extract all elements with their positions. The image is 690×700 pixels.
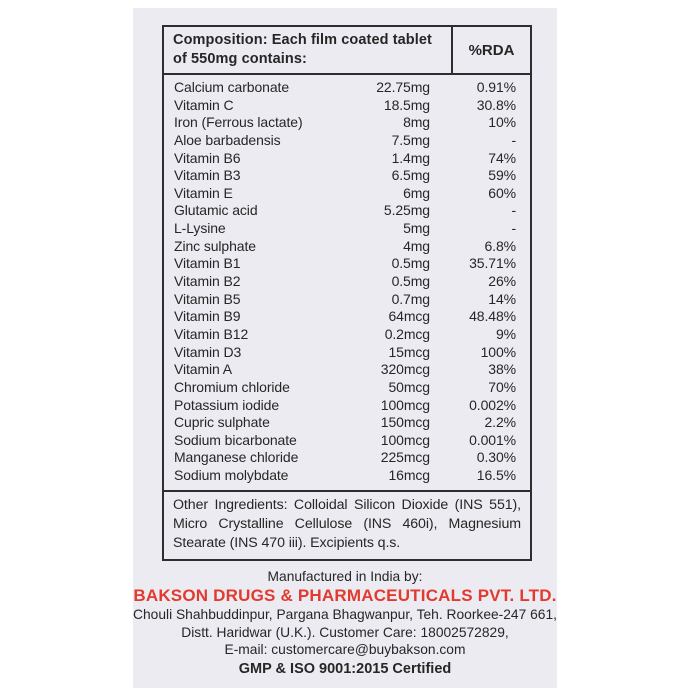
table-row [174,185,516,203]
composition-rows [164,75,530,490]
ingredient-name: Potassium iodide [174,396,280,413]
composition-header-title: Composition: Each film coated tablet of 550mg contains: [173,32,432,67]
table-row [174,361,516,379]
certification-line: GMP & ISO 9001:2015 Certified [238,660,452,677]
ingredient-name: Vitamin B1 [174,255,241,272]
ingredient-name: Vitamin B2 [174,273,241,290]
address-line-2: Distt. Haridwar (U.K.). Customer Care: 18002572829, [181,624,509,640]
ingredient-amount: 18.5mg [383,96,430,113]
ingredient-name: Calcium carbonate [174,79,290,95]
composition-table [162,25,532,561]
ingredient-amount: 16mcg [388,467,430,484]
label-card [133,8,557,688]
ingredient-name: Glutamic acid [174,202,258,219]
company-name: BAKSON DRUGS & PHARMACEUTICALS PVT. LTD. [133,586,557,605]
ingredient-rda: 59% [488,167,516,184]
ingredient-rda: 0.001% [469,431,516,448]
ingredient-amount: 0.5mg [391,255,430,272]
ingredient-name: Sodium molybdate [174,467,289,484]
ingredient-rda: 0.30% [476,449,516,466]
composition-table-header [164,27,530,75]
ingredient-amount: 0.2mcg [384,325,430,342]
table-row [174,97,516,115]
ingredient-name: Sodium bicarbonate [174,431,297,448]
table-row [174,397,516,415]
ingredient-rda: 38% [488,361,516,378]
ingredient-amount: 22.75mg [376,79,430,95]
email-line: E-mail: customercare@buybakson.com [224,642,466,657]
ingredient-rda: 6.8% [484,237,516,254]
other-ingredients-text: Other Ingredients: Colloidal Silicon Dioxide (INS 551), Micro Crystalline Cellulose (INS 460i), Magnesium Stearate (INS 470 iii). Excipients q.s. [164,490,530,559]
table-row [174,167,516,185]
ingredient-amount: 5mg [403,220,430,237]
ingredient-rda: 10% [488,114,516,131]
table-row [174,344,516,362]
ingredient-name: Iron (Ferrous lactate) [174,114,303,131]
ingredient-name: Vitamin E [174,184,233,201]
ingredient-amount: 64mcg [388,308,430,325]
ingredient-rda: 26% [488,273,516,290]
ingredient-amount: 100mcg [380,396,430,413]
table-row [174,449,516,467]
table-row [174,202,516,220]
ingredient-amount: 5.25mg [383,202,430,219]
ingredient-name: Vitamin B5 [174,290,241,307]
table-row [174,132,516,150]
ingredient-name: Cupric sulphate [174,414,270,431]
ingredient-rda: 2.2% [484,414,516,431]
ingredient-rda: - [511,202,516,219]
table-row [174,326,516,344]
manufactured-by-line: Manufactured in India by: [267,569,423,584]
ingredient-rda: 100% [480,343,516,360]
ingredient-amount: 150mcg [380,414,430,431]
ingredient-rda: 70% [488,378,516,395]
table-row [174,379,516,397]
ingredient-name: Vitamin C [174,96,234,113]
ingredient-name: Vitamin B9 [174,308,241,325]
ingredient-rda: 14% [488,290,516,307]
ingredient-rda: 74% [488,149,516,166]
table-row [174,79,516,97]
ingredient-amount: 100mcg [380,431,430,448]
table-row [174,273,516,291]
table-row [174,255,516,273]
table-row [174,467,516,485]
ingredient-amount: 320mcg [380,361,430,378]
table-row [174,291,516,309]
ingredient-rda: 60% [488,184,516,201]
rda-column-header: %RDA [451,27,530,73]
ingredient-amount: 0.7mg [391,290,430,307]
ingredient-amount: 0.5mg [391,273,430,290]
ingredient-amount: 1.4mg [391,149,430,166]
ingredient-rda: - [511,220,516,237]
address-line-1: Chouli Shahbuddinpur, Pargana Bhagwanpur, Teh. Roorkee-247 661, [133,607,557,622]
ingredient-rda: 16.5% [476,467,516,484]
ingredient-rda: 30.8% [476,96,516,113]
table-row [174,220,516,238]
ingredient-rda: 35.71% [469,255,516,272]
ingredient-name: Vitamin B3 [174,167,241,184]
table-row [174,150,516,168]
ingredient-name: Vitamin B12 [174,325,249,342]
ingredient-name: Vitamin A [174,361,232,378]
table-row [174,414,516,432]
table-row [174,238,516,256]
ingredient-rda: - [511,131,516,148]
ingredient-rda: 9% [495,325,516,342]
ingredient-amount: 6mg [403,184,430,201]
ingredient-name: Zinc sulphate [174,237,256,254]
table-row [174,432,516,450]
table-row [174,308,516,326]
ingredient-amount: 4mg [403,237,430,254]
ingredient-amount: 225mcg [380,449,430,466]
ingredient-name: Manganese chloride [174,449,299,466]
ingredient-rda: 0.91% [476,79,516,95]
ingredient-rda: 48.48% [469,308,516,325]
ingredient-name: L-Lysine [174,220,226,237]
ingredient-amount: 8mg [403,114,430,131]
ingredient-name: Vitamin B6 [174,149,241,166]
manufacturer-block [133,568,557,679]
table-row [174,114,516,132]
ingredient-name: Chromium chloride [174,378,290,395]
ingredient-rda: 0.002% [469,396,516,413]
ingredient-amount: 7.5mg [391,131,430,148]
ingredient-amount: 6.5mg [391,167,430,184]
ingredient-amount: 50mcg [388,378,430,395]
ingredient-name: Vitamin D3 [174,343,242,360]
ingredient-amount: 15mcg [388,343,430,360]
ingredient-name: Aloe barbadensis [174,131,281,148]
